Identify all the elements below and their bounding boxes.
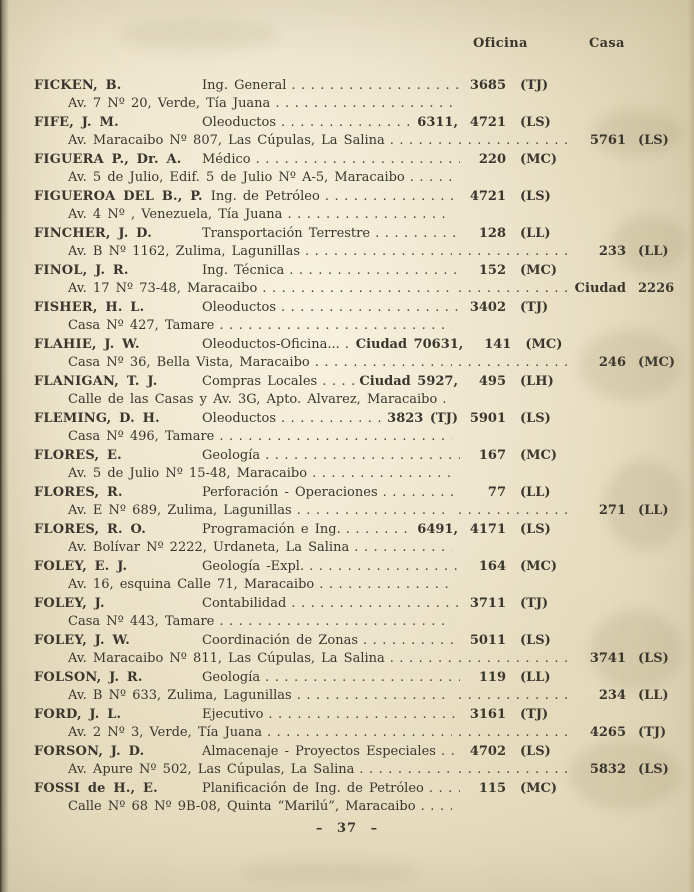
dot-leader bbox=[263, 706, 460, 724]
dot-leader bbox=[214, 317, 452, 335]
entry-main-line bbox=[0, 151, 694, 169]
office-code: (MC) bbox=[520, 559, 558, 574]
dot-leader-mid bbox=[452, 687, 570, 705]
entry-main-line bbox=[0, 188, 694, 206]
home-number: 3741 bbox=[589, 651, 626, 666]
dot-leader-mid bbox=[452, 502, 570, 520]
entry-main-line bbox=[0, 484, 694, 502]
entry-title: Ing. de Petróleo bbox=[210, 189, 320, 204]
office-code: (LS) bbox=[520, 744, 551, 759]
entry-name: FLEMING, D. H. bbox=[34, 411, 160, 426]
entry-name: FIGUEROA DEL B., P. bbox=[34, 189, 203, 204]
directory-entry bbox=[0, 77, 694, 113]
entry-name: FOSSI de H., E. bbox=[34, 781, 158, 796]
entry-address-line bbox=[0, 613, 694, 631]
office-code: (LH) bbox=[520, 374, 554, 389]
dot-leader bbox=[436, 743, 460, 761]
entry-title: Transportación Terrestre bbox=[202, 226, 371, 241]
dot-leader bbox=[286, 77, 460, 95]
dot-leader bbox=[214, 613, 452, 631]
directory-entry bbox=[0, 410, 694, 446]
office-number: 5901 bbox=[469, 411, 506, 426]
entry-title: Geología bbox=[202, 448, 261, 463]
home-number: 4265 bbox=[589, 725, 626, 740]
office-code: (LL) bbox=[520, 670, 551, 685]
dot-leader bbox=[341, 521, 413, 539]
show-through-smudge bbox=[240, 860, 420, 884]
office-number: 4702 bbox=[469, 744, 506, 759]
entry-title: Almacenaje - Proyectos Especiales bbox=[202, 744, 436, 759]
dot-leader-mid bbox=[452, 354, 570, 372]
entry-address: Av. B Nº 633, Zulima, Lagunillas bbox=[68, 688, 292, 703]
entry-address: Casa Nº 496, Tamare bbox=[68, 429, 215, 444]
home-code: (LS) bbox=[638, 651, 669, 666]
entry-name: FLORES, R. O. bbox=[34, 522, 146, 537]
dot-leader bbox=[424, 780, 460, 798]
dot-leader bbox=[378, 484, 460, 502]
entry-name: FOLEY, J. W. bbox=[34, 633, 130, 648]
entry-address-line bbox=[0, 798, 694, 816]
page-number: – 37 – bbox=[315, 821, 379, 836]
directory-entry bbox=[0, 262, 694, 298]
dot-leader bbox=[282, 206, 452, 224]
entry-title: Geología -Expl. bbox=[202, 559, 305, 574]
entry-main-line bbox=[0, 225, 694, 243]
entry-title: Ing. Técnica bbox=[202, 263, 285, 278]
entry-name: FLANIGAN, T. J. bbox=[34, 374, 158, 389]
dot-leader-mid bbox=[452, 132, 570, 150]
directory-entry bbox=[0, 743, 694, 779]
dot-leader bbox=[385, 132, 452, 150]
dot-leader bbox=[257, 280, 452, 298]
directory-entry bbox=[0, 373, 694, 409]
entry-title: Planificación de Ing. de Petróleo bbox=[202, 781, 424, 796]
entry-main-line bbox=[0, 706, 694, 724]
entry-title: Médico bbox=[202, 152, 251, 167]
entry-title-suffix: Ciudad 5927, bbox=[359, 374, 458, 389]
office-number: 5011 bbox=[469, 633, 506, 648]
office-number: 119 bbox=[478, 670, 506, 685]
entry-address-line bbox=[0, 650, 694, 668]
entry-main-line bbox=[0, 114, 694, 132]
entry-address-line bbox=[0, 465, 694, 483]
entry-address: Av. 17 Nº 73-48, Maracaibo bbox=[68, 281, 258, 296]
office-code: (LS) bbox=[520, 633, 551, 648]
dot-leader bbox=[317, 373, 354, 391]
entry-title: Oleoductos bbox=[202, 300, 277, 315]
office-number: 141 bbox=[484, 337, 512, 352]
entry-main-line bbox=[0, 595, 694, 613]
entry-name: FOLEY, E. J. bbox=[34, 559, 128, 574]
entry-name: FOLSON, J. R. bbox=[34, 670, 143, 685]
entry-address-line bbox=[0, 280, 694, 298]
directory-list bbox=[0, 77, 694, 817]
office-number: 220 bbox=[478, 152, 506, 167]
home-code: 2226 bbox=[638, 281, 675, 296]
home-code: (LS) bbox=[638, 762, 669, 777]
directory-entry bbox=[0, 299, 694, 335]
dot-leader bbox=[310, 354, 452, 372]
entry-title: Perforación - Operaciones bbox=[202, 485, 378, 500]
dot-leader-mid bbox=[452, 761, 570, 779]
dot-leader bbox=[385, 650, 452, 668]
office-number: 128 bbox=[478, 226, 506, 241]
office-code: (TJ) bbox=[520, 78, 549, 93]
entry-address-line bbox=[0, 169, 694, 187]
dot-leader bbox=[260, 447, 460, 465]
entry-name: FICKEN, B. bbox=[34, 78, 122, 93]
office-number: 3711 bbox=[469, 596, 506, 611]
entry-address: Av. 2 Nº 3, Verde, Tía Juana bbox=[68, 725, 263, 740]
entry-title: Programación e Ing. bbox=[202, 522, 341, 537]
dot-leader bbox=[416, 798, 452, 816]
dot-leader bbox=[370, 225, 460, 243]
dot-leader bbox=[276, 299, 460, 317]
directory-entry bbox=[0, 188, 694, 224]
entry-title: Oleoductos-Oficina... bbox=[202, 337, 340, 352]
office-code: (LS) bbox=[520, 411, 551, 426]
dot-leader bbox=[307, 465, 452, 483]
office-code: (TJ) bbox=[520, 300, 549, 315]
office-number: 164 bbox=[478, 559, 506, 574]
directory-entry bbox=[0, 521, 694, 557]
entry-title-suffix: 6491, bbox=[417, 522, 458, 537]
office-number: 3402 bbox=[469, 300, 506, 315]
home-code: (TJ) bbox=[638, 725, 667, 740]
office-code: (LS) bbox=[520, 522, 551, 537]
entry-address-line bbox=[0, 539, 694, 557]
dot-leader bbox=[304, 558, 460, 576]
entry-main-line bbox=[0, 669, 694, 687]
entry-main-line bbox=[0, 77, 694, 95]
office-code: (MC) bbox=[520, 152, 558, 167]
entry-address: Av. 7 Nº 20, Verde, Tía Juana bbox=[68, 96, 271, 111]
home-code: (LL) bbox=[638, 244, 669, 259]
entry-address: Av. 5 de Julio Nº 15-48, Maracaibo bbox=[68, 466, 308, 481]
dot-leader-mid bbox=[452, 243, 570, 261]
home-number: Ciudad bbox=[574, 281, 626, 296]
office-number: 495 bbox=[478, 374, 506, 389]
office-number: 167 bbox=[478, 448, 506, 463]
home-number: 5761 bbox=[589, 133, 626, 148]
entry-address-line bbox=[0, 576, 694, 594]
column-headers bbox=[0, 36, 694, 54]
dot-leader bbox=[276, 114, 412, 132]
directory-entry bbox=[0, 669, 694, 705]
directory-entry bbox=[0, 336, 694, 372]
entry-name: FIFE, J. M. bbox=[34, 115, 119, 130]
entry-title-suffix: 6311, bbox=[417, 115, 458, 130]
office-number: 4721 bbox=[469, 115, 506, 130]
dot-leader bbox=[349, 539, 452, 557]
entry-address-line bbox=[0, 391, 694, 409]
office-number: 4171 bbox=[469, 522, 506, 537]
office-code: (LS) bbox=[520, 189, 551, 204]
office-code: (TJ) bbox=[520, 707, 549, 722]
page-left-edge bbox=[0, 0, 9, 892]
office-code: (TJ) bbox=[520, 596, 549, 611]
dot-leader bbox=[300, 243, 452, 261]
entry-address: Av. Maracaibo Nº 811, Las Cúpulas, La Salina bbox=[68, 651, 385, 666]
home-number: 271 bbox=[598, 503, 626, 518]
entry-address: Av. 16, esquina Calle 71, Maracaibo bbox=[68, 577, 315, 592]
office-number: 4721 bbox=[469, 189, 506, 204]
dot-leader bbox=[314, 576, 452, 594]
dot-leader bbox=[354, 761, 452, 779]
dot-leader bbox=[437, 391, 452, 409]
entry-name: FLORES, E. bbox=[34, 448, 122, 463]
office-code: (MC) bbox=[520, 781, 558, 796]
entry-title: Compras Locales bbox=[202, 374, 318, 389]
entry-address: Casa Nº 36, Bella Vista, Maracaibo bbox=[68, 355, 310, 370]
entry-name: FLORES, R. bbox=[34, 485, 123, 500]
entry-main-line bbox=[0, 373, 694, 391]
entry-address: Calle de las Casas y Av. 3G, Apto. Alvarez, Maracaibo bbox=[68, 392, 438, 407]
dot-leader-mid bbox=[452, 280, 570, 298]
dot-leader bbox=[292, 687, 452, 705]
entry-name: FISHER, H. L. bbox=[34, 300, 145, 315]
entry-main-line bbox=[0, 743, 694, 761]
office-code: (LS) bbox=[520, 115, 551, 130]
entry-address: Av. Bolívar Nº 2222, Urdaneta, La Salina bbox=[68, 540, 350, 555]
entry-address: Casa Nº 427, Tamare bbox=[68, 318, 215, 333]
directory-entry bbox=[0, 447, 694, 483]
dot-leader bbox=[286, 595, 460, 613]
dot-leader bbox=[260, 669, 460, 687]
office-code: (LL) bbox=[520, 226, 551, 241]
home-number: 5832 bbox=[589, 762, 626, 777]
dot-leader bbox=[320, 188, 460, 206]
entry-address-line bbox=[0, 206, 694, 224]
dot-leader bbox=[358, 632, 460, 650]
entry-name: FIGUERA P., Dr. A. bbox=[34, 152, 182, 167]
office-number: 77 bbox=[487, 485, 506, 500]
entry-address: Calle Nº 68 Nº 9B-08, Quinta “Marilú”, Maracaibo bbox=[68, 799, 416, 814]
entry-title: Coordinación de Zonas bbox=[202, 633, 358, 648]
directory-entry bbox=[0, 225, 694, 261]
entry-main-line bbox=[0, 447, 694, 465]
entry-address-line bbox=[0, 724, 694, 742]
directory-entry bbox=[0, 484, 694, 520]
entry-name: FORD, J. L. bbox=[34, 707, 122, 722]
office-number: 3161 bbox=[469, 707, 506, 722]
entry-name: FINCHER, J. D. bbox=[34, 226, 152, 241]
home-number: 234 bbox=[598, 688, 626, 703]
dot-leader-mid bbox=[452, 724, 570, 742]
entry-main-line bbox=[0, 558, 694, 576]
entry-address-line bbox=[0, 428, 694, 446]
entry-address-line bbox=[0, 687, 694, 705]
page-right-edge bbox=[688, 0, 694, 892]
entry-address: Av. E Nº 689, Zulima, Lagunillas bbox=[68, 503, 292, 518]
office-number: 152 bbox=[478, 263, 506, 278]
office-number: 115 bbox=[478, 781, 506, 796]
home-number: 233 bbox=[598, 244, 626, 259]
dot-leader bbox=[292, 502, 452, 520]
dot-leader bbox=[284, 262, 460, 280]
entry-address-line bbox=[0, 132, 694, 150]
entry-address: Av. Maracaibo Nº 807, Las Cúpulas, La Salina bbox=[68, 133, 385, 148]
dot-leader-mid bbox=[452, 650, 570, 668]
entry-name: FLAHIE, J. W. bbox=[34, 337, 140, 352]
office-code: (MC) bbox=[525, 337, 563, 352]
office-number: 3685 bbox=[469, 78, 506, 93]
dot-leader bbox=[262, 724, 452, 742]
entry-address: Av. Apure Nº 502, Las Cúpulas, La Salina bbox=[68, 762, 355, 777]
entry-main-line bbox=[0, 336, 694, 354]
entry-title: Oleoductos bbox=[202, 411, 277, 426]
entry-main-line bbox=[0, 262, 694, 280]
office-code: (MC) bbox=[520, 448, 558, 463]
entry-address-line bbox=[0, 243, 694, 261]
entry-name: FOLEY, J. bbox=[34, 596, 105, 611]
entry-address-line bbox=[0, 502, 694, 520]
entry-address-line bbox=[0, 95, 694, 113]
entry-address-line bbox=[0, 317, 694, 335]
office-code: (LL) bbox=[520, 485, 551, 500]
home-code: (MC) bbox=[638, 355, 676, 370]
home-column-header: Casa bbox=[589, 36, 625, 51]
office-code: (MC) bbox=[520, 263, 558, 278]
entry-main-line bbox=[0, 780, 694, 798]
directory-entry bbox=[0, 151, 694, 187]
dot-leader bbox=[214, 428, 452, 446]
entry-name: FINOL, J. R. bbox=[34, 263, 129, 278]
entry-title: Ejecutivo bbox=[202, 707, 264, 722]
directory-entry bbox=[0, 558, 694, 594]
entry-main-line bbox=[0, 632, 694, 650]
entry-main-line bbox=[0, 299, 694, 317]
home-number: 246 bbox=[598, 355, 626, 370]
dot-leader bbox=[251, 151, 460, 169]
dot-leader bbox=[405, 169, 452, 187]
directory-entry bbox=[0, 780, 694, 816]
home-code: (LL) bbox=[638, 688, 669, 703]
entry-address: Av. 5 de Julio, Edif. 5 de Julio Nº A-5, Maracaibo bbox=[68, 170, 405, 185]
entry-title-suffix: Ciudad 70631, bbox=[355, 337, 464, 352]
dot-leader bbox=[270, 95, 452, 113]
entry-name: FORSON, J. D. bbox=[34, 744, 145, 759]
entry-address: Casa Nº 443, Tamare bbox=[68, 614, 215, 629]
directory-entry bbox=[0, 706, 694, 742]
entry-title: Contabilidad bbox=[202, 596, 287, 611]
entry-title: Ing. General bbox=[202, 78, 287, 93]
entry-main-line bbox=[0, 410, 694, 428]
entry-address: Av. 4 Nº , Venezuela, Tía Juana bbox=[68, 207, 283, 222]
directory-entry bbox=[0, 595, 694, 631]
directory-entry bbox=[0, 114, 694, 150]
entry-address: Av. B Nº 1162, Zulima, Lagunillas bbox=[68, 244, 300, 259]
entry-title: Geología bbox=[202, 670, 261, 685]
office-column-header: Oficina bbox=[473, 36, 528, 51]
home-code: (LL) bbox=[638, 503, 669, 518]
entry-address-line bbox=[0, 354, 694, 372]
dot-leader bbox=[276, 410, 382, 428]
home-code: (LS) bbox=[638, 133, 669, 148]
dot-leader bbox=[340, 336, 351, 354]
entry-title-suffix: 3823 (TJ) bbox=[387, 411, 458, 426]
entry-main-line bbox=[0, 521, 694, 539]
directory-entry bbox=[0, 632, 694, 668]
entry-title: Oleoductos bbox=[202, 115, 277, 130]
entry-address-line bbox=[0, 761, 694, 779]
